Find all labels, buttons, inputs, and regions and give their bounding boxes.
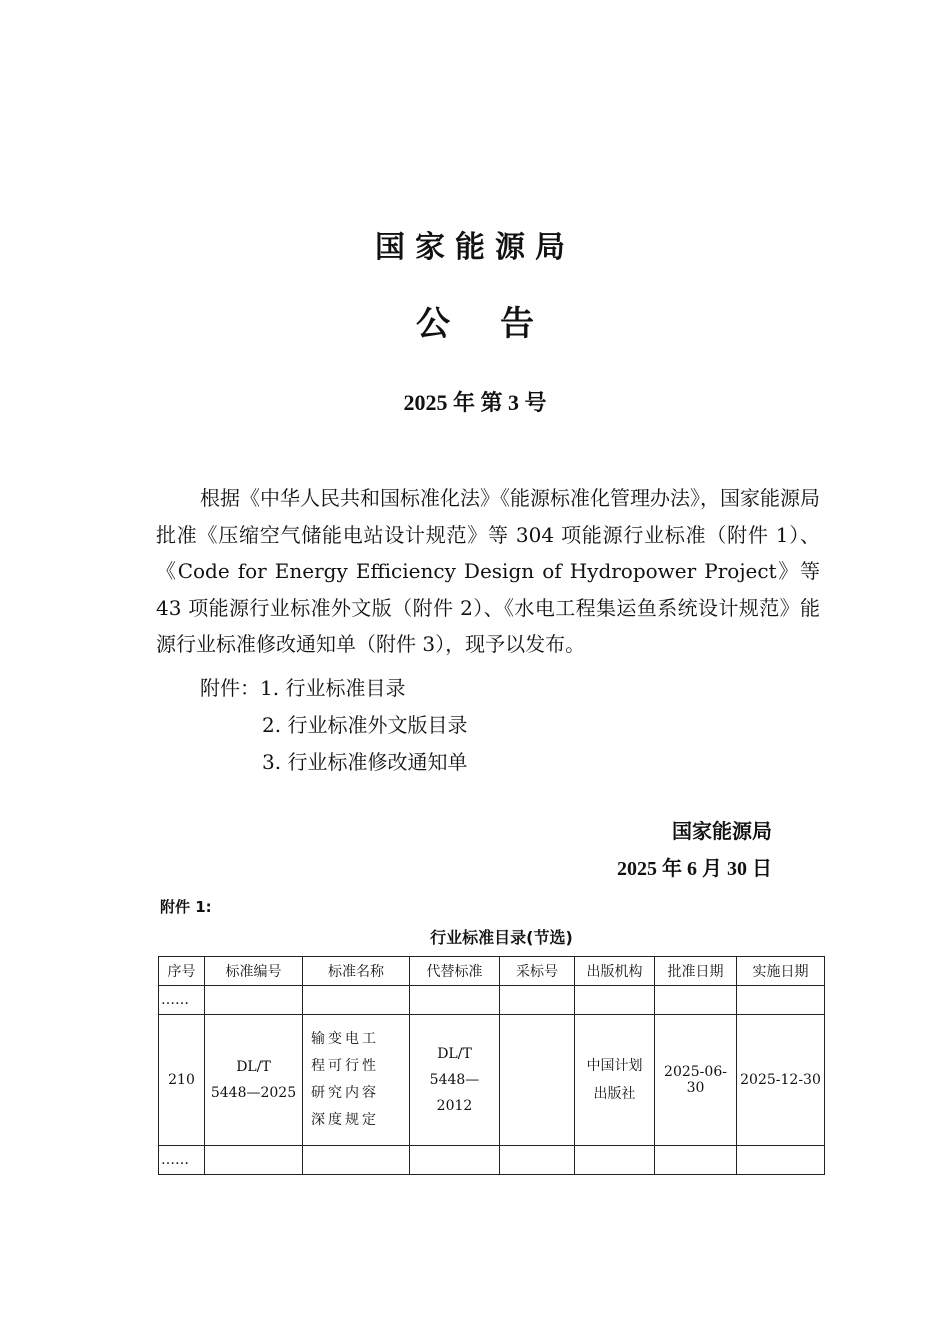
empty-cell <box>737 1146 825 1175</box>
table-row-ellipsis <box>159 1146 825 1175</box>
ellipsis-cell: …… <box>159 1146 205 1175</box>
effective-date-cell: 2025-12-30 <box>737 1015 825 1146</box>
table-row-ellipsis <box>159 986 825 1015</box>
table-title: 行业标准目录(节选) <box>430 928 573 947</box>
adopted-cell <box>500 1015 575 1146</box>
column-header: 出版机构 <box>575 957 655 986</box>
empty-cell <box>655 986 737 1015</box>
name-cell <box>303 1015 410 1146</box>
column-header: 采标号 <box>500 957 575 986</box>
table-row <box>159 1015 825 1146</box>
empty-cell <box>205 1146 303 1175</box>
signature-date: 2025 年 6 月 30 日 <box>617 858 772 880</box>
replaces-line: DL/T <box>437 1046 472 1062</box>
name-line: 深度规定 <box>311 1112 379 1128</box>
attachment-list-item-1: 附件：1. 行业标准目录 <box>200 676 406 700</box>
ellipsis-cell: …… <box>159 986 205 1015</box>
seq-cell: 210 <box>159 1015 205 1146</box>
attachment-list-item-3: 3. 行业标准修改通知单 <box>262 750 468 774</box>
column-header: 实施日期 <box>737 957 825 986</box>
publisher-cell <box>575 1015 655 1146</box>
publisher-line: 出版社 <box>593 1086 636 1102</box>
name-line: 程可行性 <box>311 1058 379 1074</box>
table-header-row <box>159 957 825 986</box>
column-header: 标准名称 <box>303 957 410 986</box>
code-cell <box>205 1015 303 1146</box>
announcement-number: 2025 年 第 3 号 <box>403 390 547 415</box>
replaces-cell <box>410 1015 500 1146</box>
column-header: 序号 <box>159 957 205 986</box>
announcement-body: 根据《中华人民共和国标准化法》《能源标准化管理办法》，国家能源局批准《压缩空气储能电站设计规范》等 304 项能源行业标准（附件 1）、《Code for Energy Efficiency Design of Hydropower Project》等 43 项能源行业标准外文版（附件 2）、《水电工程集运鱼系统设计规范》能源行业标准修改通知单（附件 3），现予以发布。 <box>156 486 820 656</box>
name-line: 输变电工 <box>311 1031 379 1047</box>
empty-cell <box>737 986 825 1015</box>
replaces-line: 5448—2012 <box>429 1072 480 1114</box>
empty-cell <box>410 986 500 1015</box>
empty-cell <box>303 986 410 1015</box>
code-line: 5448—2025 <box>210 1085 297 1101</box>
signature-org: 国家能源局 <box>672 819 772 843</box>
document-type: 公告 <box>416 304 584 344</box>
appendix-label: 附件 1: <box>160 898 212 916</box>
empty-cell <box>410 1146 500 1175</box>
empty-cell <box>575 1146 655 1175</box>
attachment-list-item-2: 2. 行业标准外文版目录 <box>262 713 468 737</box>
empty-cell <box>500 986 575 1015</box>
empty-cell <box>303 1146 410 1175</box>
empty-cell <box>205 986 303 1015</box>
approval-date-cell: 2025-06-30 <box>655 1015 737 1146</box>
column-header: 批准日期 <box>655 957 737 986</box>
issuing-org-title: 国家能源局 <box>375 230 575 265</box>
empty-cell <box>575 986 655 1015</box>
empty-cell <box>655 1146 737 1175</box>
column-header: 标准编号 <box>205 957 303 986</box>
column-header: 代替标准 <box>410 957 500 986</box>
empty-cell <box>500 1146 575 1175</box>
name-line: 研究内容 <box>311 1085 379 1101</box>
standards-table <box>158 956 825 1175</box>
publisher-line: 中国计划 <box>586 1058 643 1074</box>
code-line: DL/T <box>236 1059 271 1075</box>
